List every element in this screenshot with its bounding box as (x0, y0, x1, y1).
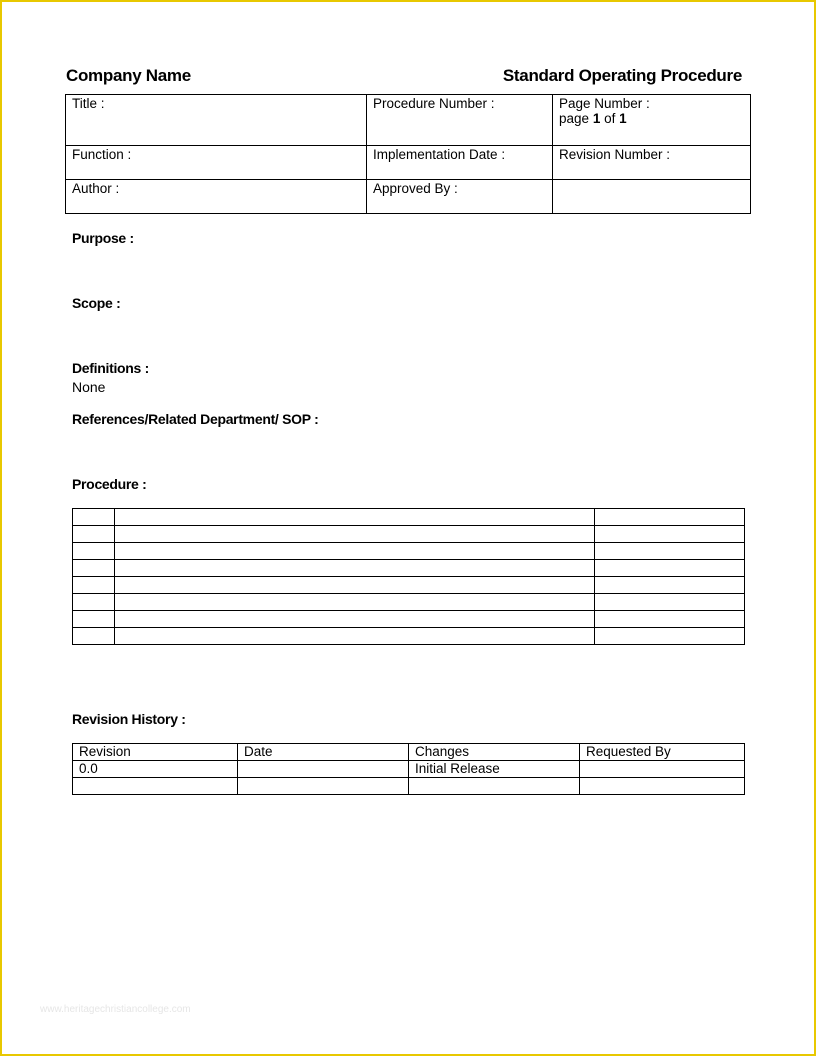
table-row (73, 778, 745, 795)
step-number-cell[interactable] (73, 543, 115, 560)
revision-history-table (72, 743, 745, 795)
revision-number-cell[interactable] (553, 146, 751, 180)
requested-by-cell[interactable] (580, 761, 745, 778)
date-cell[interactable] (238, 761, 409, 778)
implementation-date-cell[interactable] (367, 146, 553, 180)
page-number-cell[interactable] (553, 95, 751, 146)
step-description-cell[interactable] (115, 577, 595, 594)
step-number-cell[interactable] (73, 560, 115, 577)
table-row (73, 526, 745, 543)
company-name: Company Name (66, 66, 191, 85)
table-row (73, 509, 745, 526)
step-responsible-cell[interactable] (595, 560, 745, 577)
step-number-cell[interactable] (73, 526, 115, 543)
step-description-cell[interactable] (115, 526, 595, 543)
page-number-value: page 1 of 1 (559, 111, 627, 126)
step-number-cell[interactable] (73, 628, 115, 645)
table-row (73, 628, 745, 645)
step-number-cell[interactable] (73, 509, 115, 526)
table-header-row (73, 744, 745, 761)
sop-info-table (65, 94, 751, 214)
purpose-heading: Purpose : (72, 230, 134, 246)
procedure-heading: Procedure : (72, 476, 147, 492)
column-header-revision: Revision (73, 744, 238, 761)
title-label: Title : (72, 96, 105, 111)
revision-cell[interactable] (73, 778, 238, 795)
column-header-changes: Changes (409, 744, 580, 761)
document-type-title: Standard Operating Procedure (502, 66, 742, 85)
step-responsible-cell[interactable] (595, 509, 745, 526)
watermark: www.heritagechristiancollege.com (40, 1004, 191, 1015)
date-cell[interactable] (238, 778, 409, 795)
step-description-cell[interactable] (115, 628, 595, 645)
column-header-requested-by: Requested By (580, 744, 745, 761)
table-row (73, 577, 745, 594)
definitions-value: None (72, 379, 106, 395)
step-description-cell[interactable] (115, 509, 595, 526)
step-responsible-cell[interactable] (595, 577, 745, 594)
author-label: Author : (72, 181, 120, 196)
changes-cell[interactable]: Initial Release (409, 761, 580, 778)
scope-heading: Scope : (72, 295, 121, 311)
function-cell[interactable] (66, 146, 367, 180)
procedure-table (72, 508, 745, 645)
title-cell[interactable] (66, 95, 367, 146)
step-responsible-cell[interactable] (595, 594, 745, 611)
table-row (73, 611, 745, 628)
revision-history-heading: Revision History : (72, 711, 186, 727)
implementation-date-label: Implementation Date : (373, 147, 506, 162)
step-description-cell[interactable] (115, 560, 595, 577)
procedure-number-cell[interactable] (367, 95, 553, 146)
function-label: Function : (72, 147, 132, 162)
column-header-date: Date (238, 744, 409, 761)
revision-cell[interactable]: 0.0 (73, 761, 238, 778)
step-responsible-cell[interactable] (595, 628, 745, 645)
changes-cell[interactable] (409, 778, 580, 795)
step-number-cell[interactable] (73, 577, 115, 594)
page-number-label: Page Number : (559, 96, 650, 111)
table-row (73, 761, 745, 778)
table-row (73, 543, 745, 560)
references-heading: References/Related Department/ SOP : (72, 411, 319, 427)
step-responsible-cell[interactable] (595, 526, 745, 543)
procedure-number-label: Procedure Number : (373, 96, 495, 111)
step-responsible-cell[interactable] (595, 543, 745, 560)
table-row (73, 594, 745, 611)
definitions-heading: Definitions : (72, 360, 149, 376)
step-description-cell[interactable] (115, 611, 595, 628)
step-number-cell[interactable] (73, 611, 115, 628)
revision-number-label: Revision Number : (559, 147, 671, 162)
step-responsible-cell[interactable] (595, 611, 745, 628)
step-description-cell[interactable] (115, 543, 595, 560)
approved-by-cell[interactable] (367, 180, 553, 214)
author-cell[interactable] (66, 180, 367, 214)
step-number-cell[interactable] (73, 594, 115, 611)
approved-by-label: Approved By : (373, 181, 458, 196)
step-description-cell[interactable] (115, 594, 595, 611)
empty-cell[interactable] (553, 180, 751, 214)
requested-by-cell[interactable] (580, 778, 745, 795)
table-row (73, 560, 745, 577)
